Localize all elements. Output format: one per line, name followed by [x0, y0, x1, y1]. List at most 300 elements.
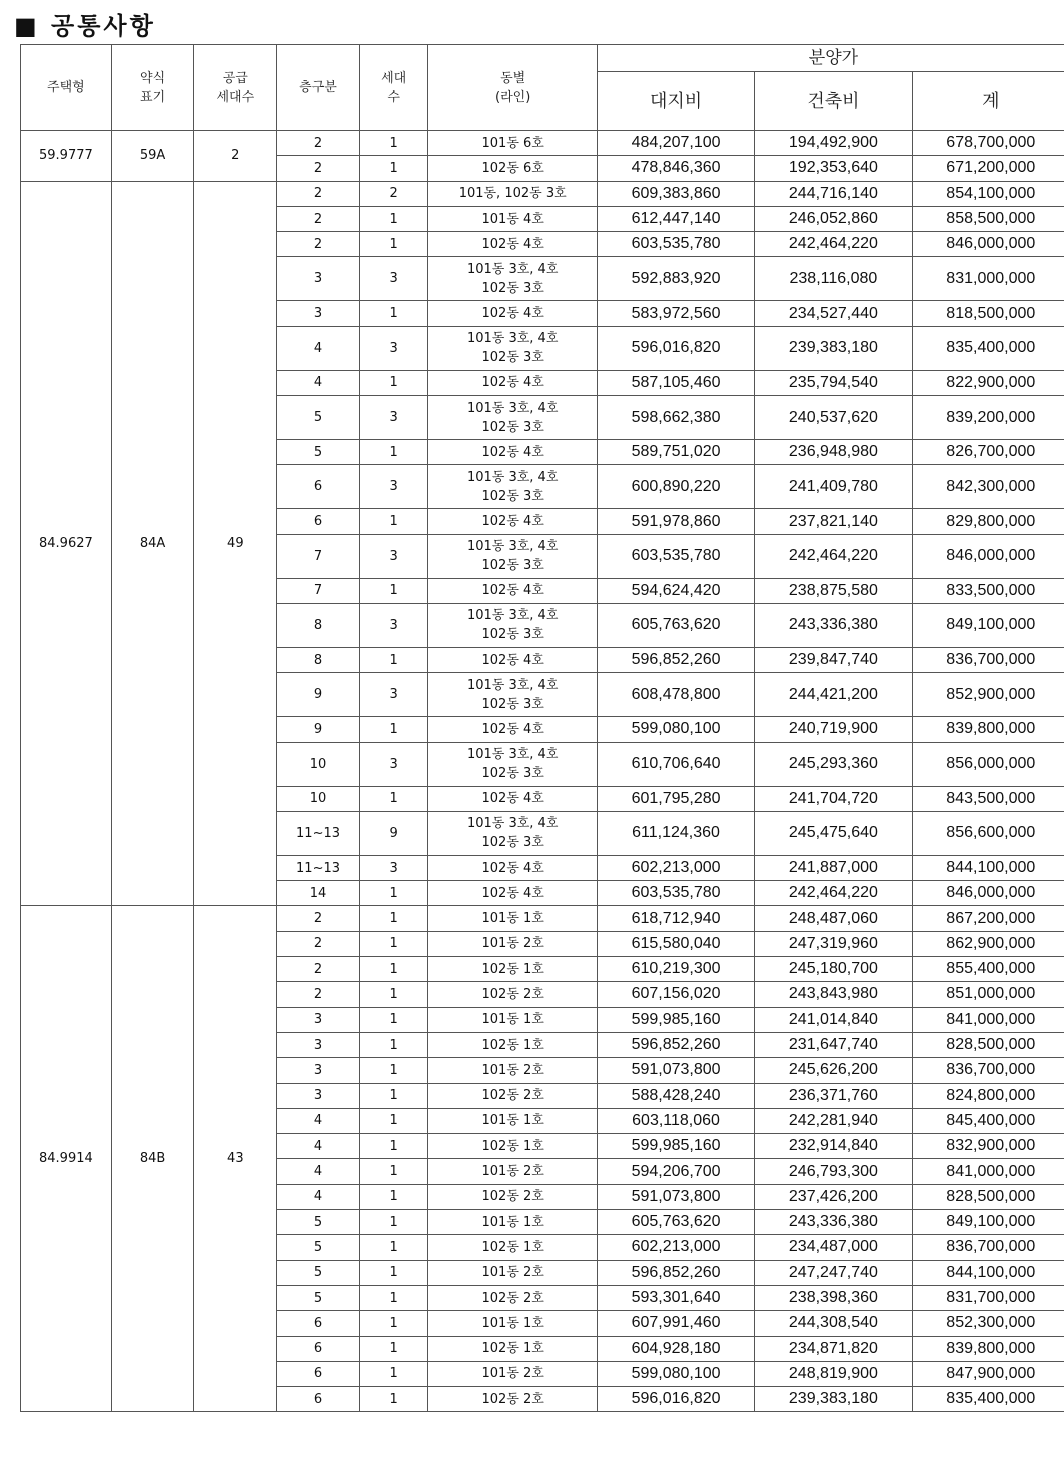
cell-units: 3 — [359, 534, 428, 578]
cell-total-price: 854,100,000 — [912, 181, 1064, 206]
cell-dong — [428, 232, 597, 257]
cell-total-price: 831,700,000 — [912, 1285, 1064, 1310]
cell-land-price: 601,795,280 — [597, 786, 754, 811]
cell-units: 1 — [359, 1159, 428, 1184]
cell-build-price: 244,716,140 — [755, 181, 912, 206]
cell-floor: 10 — [277, 786, 360, 811]
cell-units: 3 — [359, 603, 428, 647]
cell-dong — [428, 301, 597, 326]
cell-total-price: 844,100,000 — [912, 1260, 1064, 1285]
cell-floor: 5 — [277, 396, 360, 440]
cell-total-price: 836,700,000 — [912, 1058, 1064, 1083]
cell-floor: 6 — [277, 509, 360, 534]
section-title: ■ 공통사항 — [14, 12, 156, 40]
cell-land-price: 607,156,020 — [597, 982, 754, 1007]
cell-total-price: 826,700,000 — [912, 440, 1064, 465]
cell-units: 3 — [359, 396, 428, 440]
cell-build-price: 239,847,740 — [755, 647, 912, 672]
price-table-body — [21, 131, 1064, 1412]
cell-build-price: 244,421,200 — [755, 673, 912, 717]
cell-units: 1 — [359, 1083, 428, 1108]
cell-type: 59.9777 — [21, 131, 112, 182]
cell-land-price: 591,978,860 — [597, 509, 754, 534]
cell-units: 1 — [359, 156, 428, 181]
dong-line: 101동 1호 — [481, 1113, 544, 1129]
cell-units: 1 — [359, 1311, 428, 1336]
cell-land-price: 599,080,100 — [597, 717, 754, 742]
cell-supply: 43 — [194, 906, 277, 1412]
cell-units: 2 — [359, 181, 428, 206]
cell-total-price: 833,500,000 — [912, 578, 1064, 603]
cell-dong — [428, 206, 597, 231]
dong-line: 102동 4호 — [481, 652, 544, 668]
cell-total-price: 862,900,000 — [912, 931, 1064, 956]
cell-floor: 5 — [277, 1235, 360, 1260]
cell-build-price: 192,353,640 — [755, 156, 912, 181]
cell-land-price: 599,080,100 — [597, 1361, 754, 1386]
cell-dong — [428, 1235, 597, 1260]
dong-line: 102동 4호 — [481, 444, 544, 460]
cell-units: 3 — [359, 257, 428, 301]
cell-units: 1 — [359, 1210, 428, 1235]
cell-units: 1 — [359, 982, 428, 1007]
dong-line: 102동 4호 — [481, 583, 544, 599]
header-land: 대지비 — [597, 72, 754, 131]
cell-floor: 6 — [277, 1336, 360, 1361]
cell-total-price: 828,500,000 — [912, 1032, 1064, 1057]
cell-build-price: 242,281,940 — [755, 1108, 912, 1133]
header-price-group: 분양가 — [597, 45, 1064, 72]
cell-dong — [428, 603, 597, 647]
dong-line: 102동 2호 — [481, 1290, 544, 1306]
dong-line: 102동 3호 — [481, 419, 544, 435]
dong-line: 101동 3호, 4호 — [466, 608, 559, 624]
cell-floor: 2 — [277, 181, 360, 206]
cell-units: 3 — [359, 326, 428, 370]
cell-total-price: 852,900,000 — [912, 673, 1064, 717]
cell-units: 1 — [359, 1032, 428, 1057]
dong-line: 102동 3호 — [481, 280, 544, 296]
cell-dong — [428, 370, 597, 395]
cell-land-price: 594,624,420 — [597, 578, 754, 603]
dong-line: 101동 3호, 4호 — [466, 469, 559, 485]
dong-line: 102동 3호 — [481, 835, 544, 851]
cell-dong — [428, 1083, 597, 1108]
dong-line: 101동 3호, 4호 — [466, 331, 559, 347]
cell-dong — [428, 534, 597, 578]
cell-floor: 5 — [277, 1260, 360, 1285]
cell-build-price: 248,487,060 — [755, 906, 912, 931]
cell-units: 3 — [359, 742, 428, 786]
price-table — [20, 44, 1064, 1412]
cell-land-price: 478,846,360 — [597, 156, 754, 181]
cell-floor: 6 — [277, 465, 360, 509]
dong-line: 102동 2호 — [481, 1189, 544, 1205]
cell-abbr: 84A — [111, 181, 194, 906]
cell-units: 9 — [359, 811, 428, 855]
cell-total-price: 822,900,000 — [912, 370, 1064, 395]
cell-land-price: 603,535,780 — [597, 232, 754, 257]
cell-dong — [428, 1108, 597, 1133]
cell-total-price: 858,500,000 — [912, 206, 1064, 231]
cell-land-price: 609,383,860 — [597, 181, 754, 206]
cell-land-price: 612,447,140 — [597, 206, 754, 231]
cell-units: 1 — [359, 301, 428, 326]
cell-dong — [428, 396, 597, 440]
cell-land-price: 610,706,640 — [597, 742, 754, 786]
cell-build-price: 238,398,360 — [755, 1285, 912, 1310]
cell-units: 1 — [359, 1058, 428, 1083]
cell-units: 1 — [359, 1361, 428, 1386]
cell-land-price: 603,535,780 — [597, 534, 754, 578]
cell-dong — [428, 742, 597, 786]
cell-units: 1 — [359, 786, 428, 811]
dong-line: 101동 3호, 4호 — [466, 677, 559, 693]
dong-line: 102동 1호 — [481, 1239, 544, 1255]
cell-floor: 4 — [277, 370, 360, 395]
cell-total-price: 835,400,000 — [912, 1387, 1064, 1412]
cell-land-price: 596,852,260 — [597, 1260, 754, 1285]
cell-land-price: 610,219,300 — [597, 957, 754, 982]
cell-build-price: 236,371,760 — [755, 1083, 912, 1108]
cell-dong — [428, 982, 597, 1007]
dong-line: 102동 4호 — [481, 885, 544, 901]
dong-line: 101동 4호 — [481, 211, 544, 227]
cell-units: 1 — [359, 647, 428, 672]
cell-floor: 6 — [277, 1361, 360, 1386]
cell-units: 3 — [359, 855, 428, 880]
dong-line: 102동 1호 — [481, 1138, 544, 1154]
dong-line: 102동 4호 — [481, 791, 544, 807]
cell-build-price: 234,871,820 — [755, 1336, 912, 1361]
dong-line: 102동 1호 — [481, 1037, 544, 1053]
cell-build-price: 247,247,740 — [755, 1260, 912, 1285]
cell-total-price: 839,800,000 — [912, 1336, 1064, 1361]
cell-units: 1 — [359, 1336, 428, 1361]
cell-land-price: 603,118,060 — [597, 1108, 754, 1133]
header-build: 건축비 — [755, 72, 912, 131]
cell-units: 1 — [359, 206, 428, 231]
cell-land-price: 605,763,620 — [597, 603, 754, 647]
cell-land-price: 594,206,700 — [597, 1159, 754, 1184]
cell-floor: 3 — [277, 301, 360, 326]
cell-units: 1 — [359, 1387, 428, 1412]
cell-floor: 3 — [277, 257, 360, 301]
cell-dong — [428, 257, 597, 301]
cell-dong — [428, 509, 597, 534]
cell-dong — [428, 465, 597, 509]
dong-line: 102동 6호 — [481, 160, 544, 176]
cell-units: 1 — [359, 1007, 428, 1032]
cell-floor: 2 — [277, 957, 360, 982]
dong-line: 101동 1호 — [481, 1012, 544, 1028]
cell-units: 1 — [359, 232, 428, 257]
cell-total-price: 851,000,000 — [912, 982, 1064, 1007]
dong-line: 101동 3호, 4호 — [466, 400, 559, 416]
cell-dong — [428, 1159, 597, 1184]
cell-land-price: 599,985,160 — [597, 1134, 754, 1159]
cell-type: 84.9914 — [21, 906, 112, 1412]
cell-land-price: 588,428,240 — [597, 1083, 754, 1108]
cell-total-price: 828,500,000 — [912, 1184, 1064, 1209]
cell-land-price: 611,124,360 — [597, 811, 754, 855]
cell-total-price: 852,300,000 — [912, 1311, 1064, 1336]
cell-dong — [428, 957, 597, 982]
cell-total-price: 831,000,000 — [912, 257, 1064, 301]
cell-land-price: 484,207,100 — [597, 131, 754, 156]
cell-dong — [428, 578, 597, 603]
cell-total-price: 856,000,000 — [912, 742, 1064, 786]
dong-line: 102동 2호 — [481, 1088, 544, 1104]
cell-floor: 4 — [277, 1134, 360, 1159]
dong-line: 102동 4호 — [481, 375, 544, 391]
cell-units: 1 — [359, 906, 428, 931]
cell-dong — [428, 440, 597, 465]
cell-floor: 11~13 — [277, 811, 360, 855]
cell-floor: 9 — [277, 673, 360, 717]
dong-line: 102동 4호 — [481, 721, 544, 737]
dong-line: 101동 3호, 4호 — [466, 747, 559, 763]
cell-dong — [428, 717, 597, 742]
cell-total-price: 839,800,000 — [912, 717, 1064, 742]
dong-line: 102동 3호 — [481, 766, 544, 782]
cell-floor: 5 — [277, 1285, 360, 1310]
dong-line: 101동 2호 — [481, 1265, 544, 1281]
cell-floor: 2 — [277, 206, 360, 231]
cell-build-price: 241,704,720 — [755, 786, 912, 811]
cell-build-price: 242,464,220 — [755, 534, 912, 578]
cell-dong — [428, 1285, 597, 1310]
cell-dong — [428, 1058, 597, 1083]
cell-supply: 2 — [194, 131, 277, 182]
dong-line: 101동 2호 — [481, 1164, 544, 1180]
cell-floor: 6 — [277, 1311, 360, 1336]
cell-dong — [428, 156, 597, 181]
cell-units: 1 — [359, 440, 428, 465]
cell-total-price: 844,100,000 — [912, 855, 1064, 880]
cell-total-price: 846,000,000 — [912, 534, 1064, 578]
cell-build-price: 194,492,900 — [755, 131, 912, 156]
dong-line: 101동 3호, 4호 — [466, 539, 559, 555]
header-supply: 공급 세대수 — [194, 45, 277, 131]
header-floor: 층구분 — [277, 45, 360, 131]
cell-floor: 11~13 — [277, 855, 360, 880]
cell-units: 1 — [359, 509, 428, 534]
dong-line: 101동 2호 — [481, 936, 544, 952]
cell-units: 1 — [359, 370, 428, 395]
dong-line: 102동 4호 — [481, 236, 544, 252]
cell-total-price: 836,700,000 — [912, 647, 1064, 672]
cell-units: 1 — [359, 1260, 428, 1285]
dong-line: 101동 1호 — [481, 1315, 544, 1331]
cell-dong — [428, 931, 597, 956]
cell-total-price: 824,800,000 — [912, 1083, 1064, 1108]
cell-build-price: 238,875,580 — [755, 578, 912, 603]
cell-type: 84.9627 — [21, 181, 112, 906]
cell-floor: 4 — [277, 326, 360, 370]
cell-total-price: 856,600,000 — [912, 811, 1064, 855]
cell-total-price: 836,700,000 — [912, 1235, 1064, 1260]
cell-land-price: 592,883,920 — [597, 257, 754, 301]
cell-dong — [428, 673, 597, 717]
cell-total-price: 867,200,000 — [912, 906, 1064, 931]
dong-line: 102동 4호 — [481, 306, 544, 322]
cell-dong — [428, 1184, 597, 1209]
header-abbr: 약식 표기 — [111, 45, 194, 131]
cell-total-price: 849,100,000 — [912, 603, 1064, 647]
cell-dong — [428, 1210, 597, 1235]
cell-units: 1 — [359, 881, 428, 906]
cell-total-price: 846,000,000 — [912, 881, 1064, 906]
table-row — [21, 181, 1064, 206]
cell-units: 1 — [359, 1285, 428, 1310]
table-row — [21, 906, 1064, 931]
cell-build-price: 239,383,180 — [755, 1387, 912, 1412]
cell-dong — [428, 1134, 597, 1159]
cell-land-price: 605,763,620 — [597, 1210, 754, 1235]
cell-build-price: 232,914,840 — [755, 1134, 912, 1159]
cell-land-price: 591,073,800 — [597, 1184, 754, 1209]
cell-land-price: 596,016,820 — [597, 1387, 754, 1412]
cell-total-price: 829,800,000 — [912, 509, 1064, 534]
dong-line: 102동 1호 — [481, 961, 544, 977]
cell-dong — [428, 1007, 597, 1032]
cell-land-price: 602,213,000 — [597, 855, 754, 880]
cell-units: 1 — [359, 578, 428, 603]
cell-floor: 2 — [277, 931, 360, 956]
cell-build-price: 237,821,140 — [755, 509, 912, 534]
cell-dong — [428, 181, 597, 206]
dong-line: 102동 3호 — [481, 696, 544, 712]
cell-floor: 6 — [277, 1387, 360, 1412]
cell-build-price: 231,647,740 — [755, 1032, 912, 1057]
cell-floor: 14 — [277, 881, 360, 906]
cell-floor: 3 — [277, 1058, 360, 1083]
cell-total-price: 843,500,000 — [912, 786, 1064, 811]
cell-total-price: 855,400,000 — [912, 957, 1064, 982]
cell-floor: 2 — [277, 906, 360, 931]
cell-land-price: 596,852,260 — [597, 1032, 754, 1057]
cell-dong — [428, 1336, 597, 1361]
dong-line: 102동 4호 — [481, 860, 544, 876]
cell-floor: 10 — [277, 742, 360, 786]
cell-total-price: 839,200,000 — [912, 396, 1064, 440]
cell-units: 1 — [359, 1108, 428, 1133]
cell-build-price: 239,383,180 — [755, 326, 912, 370]
cell-land-price: 596,016,820 — [597, 326, 754, 370]
cell-build-price: 241,887,000 — [755, 855, 912, 880]
cell-units: 1 — [359, 931, 428, 956]
cell-floor: 3 — [277, 1007, 360, 1032]
cell-abbr: 84B — [111, 906, 194, 1412]
dong-line: 102동 2호 — [481, 1391, 544, 1407]
cell-build-price: 242,464,220 — [755, 881, 912, 906]
cell-units: 3 — [359, 673, 428, 717]
cell-units: 1 — [359, 1134, 428, 1159]
cell-land-price: 607,991,460 — [597, 1311, 754, 1336]
cell-land-price: 602,213,000 — [597, 1235, 754, 1260]
cell-total-price: 671,200,000 — [912, 156, 1064, 181]
dong-line: 101동 3호, 4호 — [466, 816, 559, 832]
cell-units: 1 — [359, 957, 428, 982]
cell-build-price: 243,843,980 — [755, 982, 912, 1007]
cell-build-price: 245,626,200 — [755, 1058, 912, 1083]
dong-line: 102동 3호 — [481, 627, 544, 643]
cell-dong — [428, 1387, 597, 1412]
cell-land-price: 593,301,640 — [597, 1285, 754, 1310]
cell-abbr: 59A — [111, 131, 194, 182]
cell-total-price: 818,500,000 — [912, 301, 1064, 326]
cell-floor: 4 — [277, 1184, 360, 1209]
dong-line: 101동 2호 — [481, 1062, 544, 1078]
cell-supply: 49 — [194, 181, 277, 906]
cell-floor: 8 — [277, 603, 360, 647]
cell-floor: 3 — [277, 1083, 360, 1108]
cell-dong — [428, 326, 597, 370]
cell-build-price: 246,793,300 — [755, 1159, 912, 1184]
cell-total-price: 847,900,000 — [912, 1361, 1064, 1386]
cell-land-price: 604,928,180 — [597, 1336, 754, 1361]
dong-line: 102동 3호 — [481, 488, 544, 504]
cell-units: 1 — [359, 717, 428, 742]
cell-land-price: 615,580,040 — [597, 931, 754, 956]
cell-floor: 9 — [277, 717, 360, 742]
cell-units: 1 — [359, 1184, 428, 1209]
cell-total-price: 678,700,000 — [912, 131, 1064, 156]
cell-dong — [428, 786, 597, 811]
dong-line: 101동 6호 — [481, 135, 544, 151]
cell-land-price: 598,662,380 — [597, 396, 754, 440]
cell-total-price: 846,000,000 — [912, 232, 1064, 257]
dong-line: 101동 3호, 4호 — [466, 261, 559, 277]
table-row — [21, 131, 1064, 156]
header-type: 주택형 — [21, 45, 112, 131]
dong-line: 101동, 102동 3호 — [458, 186, 567, 202]
cell-land-price: 618,712,940 — [597, 906, 754, 931]
cell-floor: 4 — [277, 1159, 360, 1184]
dong-line: 101동 1호 — [481, 1214, 544, 1230]
header-units: 세대 수 — [359, 45, 428, 131]
cell-floor: 2 — [277, 131, 360, 156]
cell-land-price: 587,105,460 — [597, 370, 754, 395]
cell-build-price: 245,293,360 — [755, 742, 912, 786]
cell-floor: 4 — [277, 1108, 360, 1133]
cell-land-price: 591,073,800 — [597, 1058, 754, 1083]
cell-floor: 7 — [277, 578, 360, 603]
cell-total-price: 842,300,000 — [912, 465, 1064, 509]
cell-build-price: 245,475,640 — [755, 811, 912, 855]
cell-build-price: 235,794,540 — [755, 370, 912, 395]
cell-floor: 5 — [277, 1210, 360, 1235]
cell-land-price: 608,478,800 — [597, 673, 754, 717]
cell-units: 1 — [359, 1235, 428, 1260]
cell-dong — [428, 647, 597, 672]
cell-dong — [428, 131, 597, 156]
cell-build-price: 245,180,700 — [755, 957, 912, 982]
cell-build-price: 238,116,080 — [755, 257, 912, 301]
cell-floor: 2 — [277, 156, 360, 181]
cell-floor: 7 — [277, 534, 360, 578]
cell-build-price: 241,014,840 — [755, 1007, 912, 1032]
cell-dong — [428, 906, 597, 931]
cell-dong — [428, 1311, 597, 1336]
cell-units: 1 — [359, 131, 428, 156]
cell-land-price: 596,852,260 — [597, 647, 754, 672]
cell-build-price: 246,052,860 — [755, 206, 912, 231]
dong-line: 102동 1호 — [481, 1341, 544, 1357]
dong-line: 101동 2호 — [481, 1366, 544, 1382]
cell-build-price: 240,537,620 — [755, 396, 912, 440]
